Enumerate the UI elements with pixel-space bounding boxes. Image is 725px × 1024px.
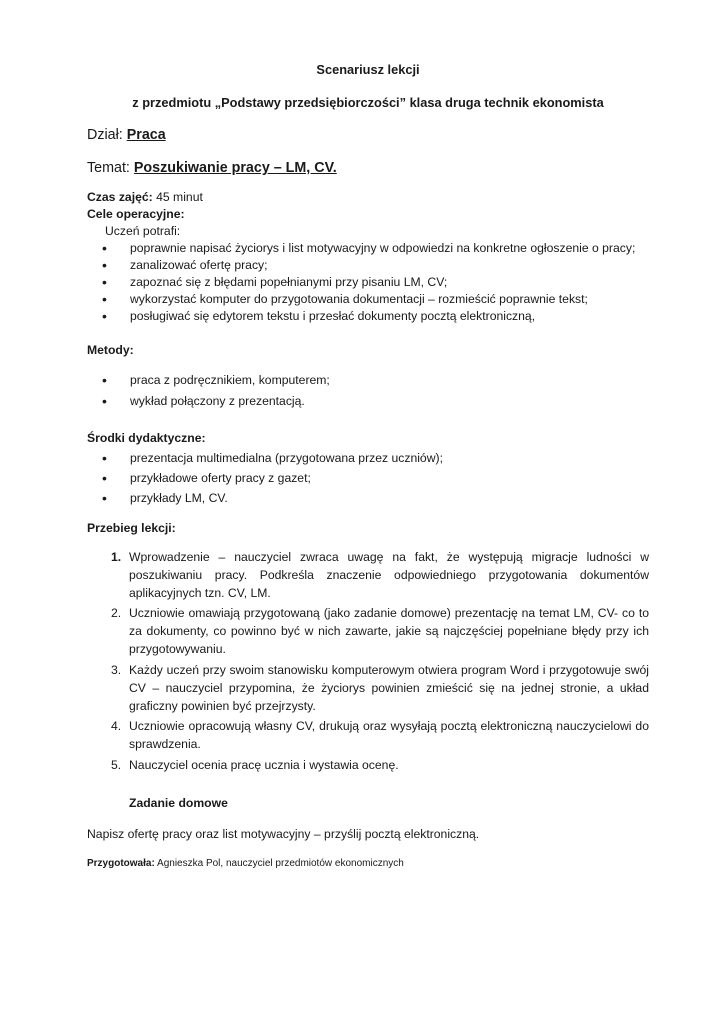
step-number: 1. [111, 550, 122, 564]
footer-label: Przygotowała: [87, 858, 155, 869]
cele-list [87, 240, 649, 325]
list-item: • przykładowe oferty pracy z gazet; [87, 470, 649, 487]
list-item: • zanalizować ofertę pracy; [87, 257, 649, 274]
temat-line [87, 158, 649, 178]
list-item [87, 757, 649, 775]
document-subtitle: z przedmiotu „Podstawy przedsiębiorczości” klasa druga technik ekonomista [132, 95, 604, 110]
czas-line [87, 189, 649, 206]
cele-intro: Uczeń potrafi: [105, 224, 181, 238]
step-number: 3. [111, 662, 122, 677]
step-number: 2. [111, 606, 122, 621]
dzial-value: Praca [126, 127, 166, 143]
list-item: • przykłady LM, CV. [87, 490, 649, 507]
przebieg-list [87, 549, 649, 778]
temat-value: Poszukiwanie pracy – LM, CV. [133, 160, 337, 176]
list-item: • zapoznać się z błędami popełnianymi przy pisaniu LM, CV; [87, 274, 649, 291]
step-text: Uczniowie omawiają przygotowaną (jako zadanie domowe) prezentację na temat LM, CV- co to za dokumenty, co powinno być w nich zawarte, jakie są najczęściej popełniane błędy przy ich przygotowywaniu. [129, 606, 649, 657]
temat-label: Temat: [87, 160, 130, 176]
srodki-heading: Środki dydaktyczne: [87, 431, 206, 445]
step-text: Uczniowie opracowują własny CV, drukują oraz wysyłają pocztą elektroniczną nauczycielowi do sprawdzenia. [129, 719, 649, 752]
list-item [87, 662, 649, 715]
list-item: • wykład połączony z prezentacją. [87, 393, 649, 410]
step-text: Wprowadzenie – nauczyciel zwraca uwagę na fakt, że występują migracje ludności w poszukiwaniu pracy. Podkreśla znaczenie odpowiedniego przygotowania dokumentów aplikacyjnych tzn. CV, LM. [129, 550, 649, 600]
cele-heading: Cele operacyjne: [87, 207, 185, 221]
czas-label: Czas zajęć: [87, 190, 153, 204]
dzial-label: Dział: [87, 127, 123, 143]
step-number: 5. [111, 757, 122, 772]
dzial-line [87, 125, 649, 145]
list-item: • prezentacja multimedialna (przygotowana przez uczniów); [87, 450, 649, 467]
footer-line [87, 857, 649, 871]
document-title: Scenariusz lekcji [316, 62, 420, 77]
list-item: • praca z podręcznikiem, komputerem; [87, 372, 649, 389]
list-item: • poprawnie napisać życiorys i list motywacyjny w odpowiedzi na konkretne ogłoszenie o pracy; [87, 240, 649, 257]
list-item [87, 605, 649, 658]
zadanie-heading: Zadanie domowe [129, 796, 228, 810]
metody-heading: Metody: [87, 343, 134, 357]
czas-value: 45 minut [156, 190, 203, 204]
step-text: Każdy uczeń przy swoim stanowisku komputerowym otwiera program Word i przygotowuje swój CV – nauczyciel przypomina, że życiorys powinien zmieścić się na jednej stronie, a układ graficzny powinien być przejrzysty. [129, 662, 649, 713]
zadanie-text: Napisz ofertę pracy oraz list motywacyjny – przyślij pocztą elektroniczną. [87, 827, 480, 841]
metody-list [87, 372, 649, 410]
list-item: • wykorzystać komputer do przygotowania dokumentacji – rozmieścić poprawnie tekst; [87, 291, 649, 308]
przebieg-heading: Przebieg lekcji: [87, 521, 176, 535]
step-number: 4. [111, 719, 122, 734]
srodki-list [87, 450, 649, 507]
list-item [87, 718, 649, 754]
step-text: Nauczyciel ocenia pracę ucznia i wystawia ocenę. [129, 757, 399, 772]
list-item [87, 549, 649, 602]
list-item: • posługiwać się edytorem tekstu i przesłać dokumenty pocztą elektroniczną, [87, 308, 649, 325]
footer-value: Agnieszka Pol, nauczyciel przedmiotów ekonomicznych [157, 858, 404, 869]
